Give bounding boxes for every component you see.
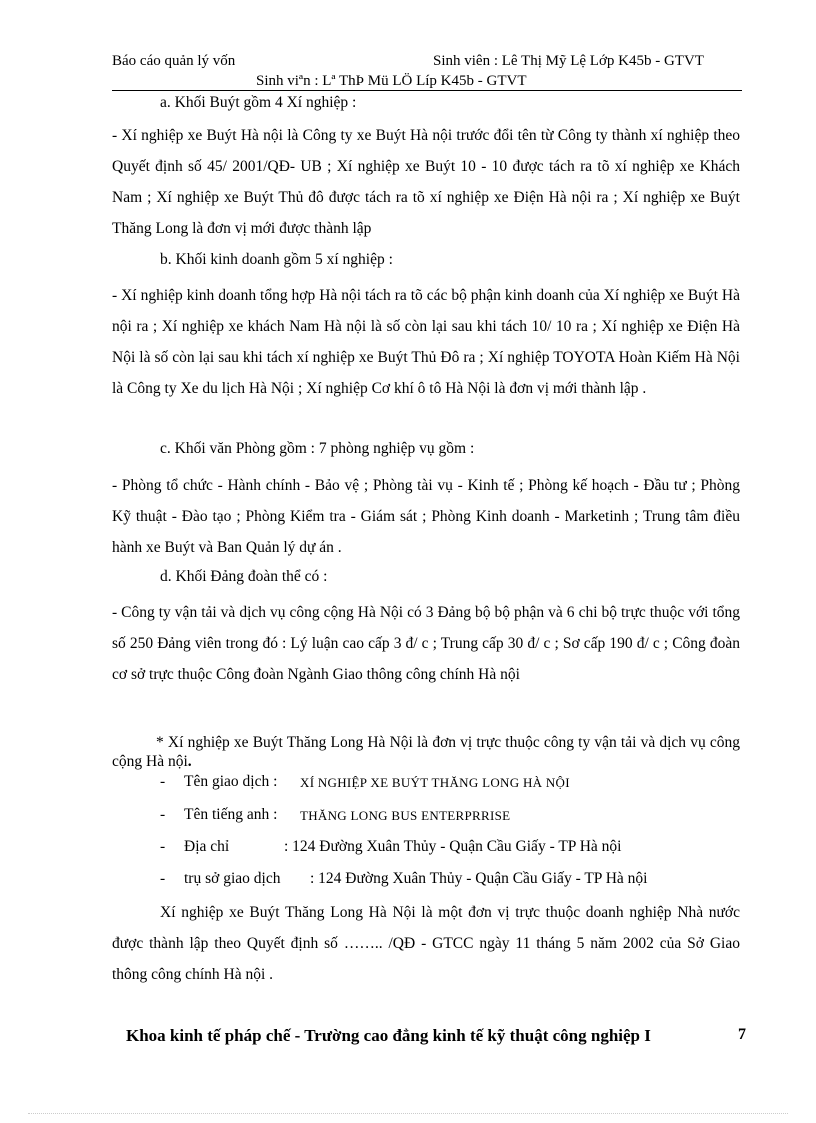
info-label-office: trụ sở giao dịch — [184, 870, 281, 887]
info-label-address: Địa chỉ — [184, 838, 230, 855]
star-note-text: * Xí nghiệp xe Buýt Thăng Long Hà Nội là đơn vị trực thuộc công ty vận tải và dịch vụ công cộng Hà nội — [112, 734, 740, 770]
info-value-office: : 124 Đường Xuân Thủy - Quận Cầu Giấy - TP Hà nội — [310, 870, 648, 887]
header-rule — [112, 90, 742, 91]
info-value-address: : 124 Đường Xuân Thủy - Quận Cầu Giấy - TP Hà nội — [284, 838, 622, 855]
section-c-body: - Phòng tổ chức - Hành chính - Bảo vệ ; Phòng tài vụ - Kinh tế ; Phòng kế hoạch - Đầu tư ; Phòng Kỹ thuật - Đào tạo ; Phòng Kiểm tra - Giám sát ; Phòng Kinh doanh - Marketinh ; Trung tâm điều hành xe Buýt và Ban Quản lý dự án . — [112, 477, 740, 556]
page-bottom-dotted-line — [28, 1113, 788, 1114]
section-a-body: - Xí nghiệp xe Buýt Hà nội là Công ty xe Buýt Hà nội trước đổi tên từ Công ty thành xí nghiệp theo Quyết định số 45/ 2001/QĐ- UB ; Xí nghiệp xe Buýt 10 - 10 được tách ra tõ xí nghiệp xe Khách Nam ; Xí nghiệp xe Buýt Thủ đô được tách ra tõ xí nghiệp xe Điện Hà nội ra ; Xí nghiệp xe Buýt Thăng Long là đơn vị mới được thành lập — [112, 127, 740, 237]
section-b-heading: b. Khối kinh doanh gồm 5 xí nghiệp : — [160, 251, 393, 268]
info-label-english-name: Tên tiếng anh : — [184, 806, 278, 823]
page-number: 7 — [738, 1026, 746, 1043]
footer-faculty: Khoa kinh tế pháp chế - Trường cao đẳng kinh tế kỹ thuật công nghiệp I — [126, 1026, 651, 1045]
info-value-trade-name: XÍ NGHIỆP XE BUÝT THĂNG LONG HÀ NỘI — [300, 775, 570, 790]
closing-paragraph: Xí nghiệp xe Buýt Thăng Long Hà Nội là một đơn vị trực thuộc doanh nghiệp Nhà nước được thành lập theo Quyết định số …….. /QĐ - GTCC ngày 11 tháng 5 năm 2002 của Sở Giao thông công chính Hà nội . — [112, 904, 740, 983]
section-b-body: - Xí nghiệp kinh doanh tổng hợp Hà nội tách ra tõ các bộ phận kinh doanh của Xí nghiệp xe Buýt Hà nội ra ; Xí nghiệp xe khách Nam Hà nội là số còn lại sau khi tách 10/ 10 ra ; Xí nghiệp xe Điện Hà Nội là số còn lại sau khi tách xí nghiệp xe Buýt Thủ Đô ra ; Xí nghiệp TOYOTA Hoàn Kiếm Hà Nội là Công ty Xe du lịch Hà Nội ; Xí nghiệp Cơ khí ô tô Hà Nội là đơn vị mới thành lập . — [112, 287, 740, 397]
info-value-english-name: THĂNG LONG BUS ENTERPRRISE — [300, 808, 511, 823]
header-student-info-garbled: Sinh viªn : Lª ThÞ Mü LÖ Líp K45b - GTVT — [256, 73, 527, 89]
header-student-info: Sinh viên : Lê Thị Mỹ Lệ Lớp K45b - GTVT — [433, 53, 704, 69]
star-note-end: . — [187, 753, 192, 770]
star-note — [112, 733, 740, 771]
info-dash: - — [160, 838, 166, 855]
section-d-heading: d. Khối Đảng đoàn thể có : — [160, 568, 328, 585]
header-report-title: Báo cáo quản lý vốn — [112, 53, 236, 69]
info-dash: - — [160, 806, 166, 823]
section-a-heading: a. Khối Buýt gồm 4 Xí nghiệp : — [160, 94, 357, 111]
info-label-trade-name: Tên giao dịch : — [184, 773, 278, 790]
section-d-body: - Công ty vận tải và dịch vụ công cộng Hà Nội có 3 Đảng bộ bộ phận và 6 chi bộ trực thuộc với tổng số 250 Đảng viên trong đó : Lý luận cao cấp 3 đ/ c ; Trung cấp 30 đ/ c ; Sơ cấp 190 đ/ c ; Công đoàn cơ sở trực thuộc Công đoàn Ngành Giao thông công chính Hà nội — [112, 604, 740, 683]
section-c-heading: c. Khối văn Phòng gồm : 7 phòng nghiệp vụ gồm : — [160, 440, 475, 457]
info-dash: - — [160, 870, 166, 887]
info-dash: - — [160, 773, 166, 790]
